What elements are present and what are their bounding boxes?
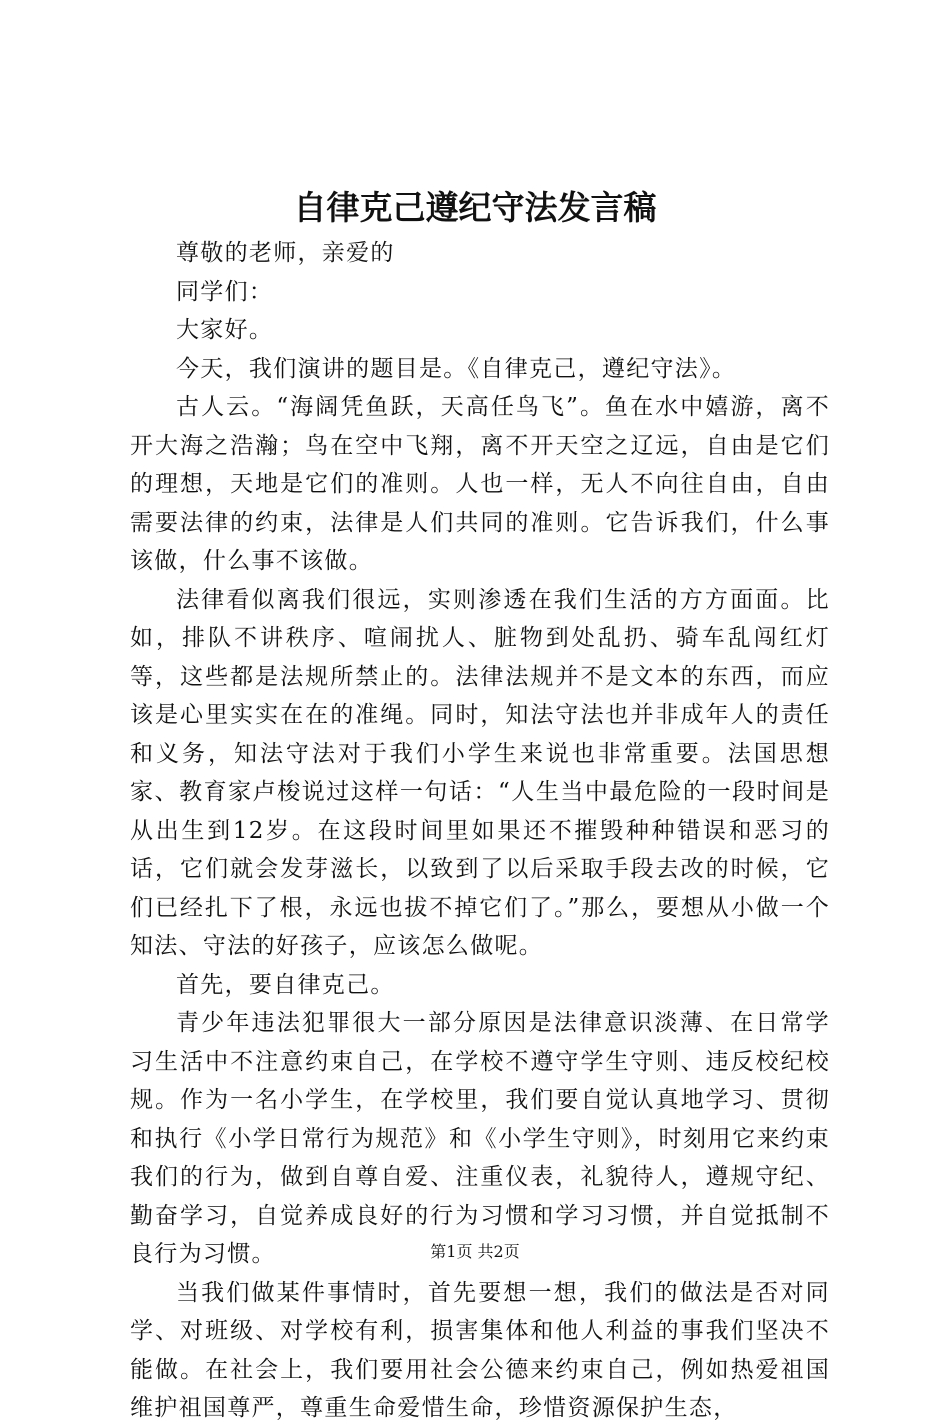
- paragraph-salutation-2: 同学们：: [176, 278, 274, 305]
- paragraph-ancient-saying: 古人云。“海阔凭鱼跃，天高任鸟飞”。鱼在水中嬉游，离不开大海之浩瀚；鸟在空中飞翔，离不开天空之辽远，自由是它们的理想，天地是它们的准则。人也一样，无人不向往自由，自由需要法律的约束，法律是人们共同的准则。它告诉我们，什么事该做，什么事不该做。: [130, 394, 830, 574]
- paragraph-greeting: 大家好。: [176, 317, 274, 343]
- paragraph-law-everywhere: 法律看似离我们很远，实则渗透在我们生活的方方面面。比如，排队不讲秩序、喧闹扰人、脏物到处乱扔、骑车乱闯红灯等，这些都是法规所禁止的。法律法规并不是文本的东西，而应该是心里实实在在的准绳。同时，知法守法也并非成年人的责任和义务，知法守法对于我们小学生来说也非常重要。法国思想家、教育家卢梭说过这样一句话：“人生当中最危险的一段时间是从出生到12岁。在这段时间里如果还不摧毁种种错误和恶习的话，它们就会发芽滋长，以致到了以后采取手段去改的时候，它们已经扎下了根，永远也拔不掉它们了。”那么，要想从小做一个知法、守法的好孩子，应该怎么做呢。: [130, 586, 830, 959]
- paragraph-first-point: 首先，要自律克己。: [176, 971, 395, 998]
- paragraph-topic: 今天，我们演讲的题目是。《自律克己，遵纪守法》。: [176, 355, 737, 382]
- page-footer: 第1页 共2页: [430, 1242, 520, 1261]
- paragraph-youth-crime: 青少年违法犯罪很大一部分原因是法律意识淡薄、在日常学习生活中不注意约束自己，在学校不遵守学生守则、违反校纪校规。作为一名小学生，在学校里，我们要自觉认真地学习、贯彻和执行《小学日常行为规范》和《小学生守则》，时刻用它来约束我们的行为，做到自尊自爱、注重仪表，礼貌待人，遵规守纪、勤奋学习，自觉养成良好的行为习惯和学习习惯，并自觉抵制不良行为习惯。: [130, 1010, 830, 1267]
- paragraph-think-first: 当我们做某件事情时，首先要想一想，我们的做法是否对同学、对班级、对学校有利，损害集体和他人利益的事我们坚决不能做。在社会上，我们要用社会公德来约束自己，例如热爱祖国维护祖国尊严，尊重生命爱惜生命，珍惜资源保护生态，: [130, 1279, 830, 1421]
- paragraph-salutation-1: 尊敬的老师，亲爱的: [176, 240, 395, 266]
- document-title: 自律克己遵纪守法发言稿: [293, 188, 657, 227]
